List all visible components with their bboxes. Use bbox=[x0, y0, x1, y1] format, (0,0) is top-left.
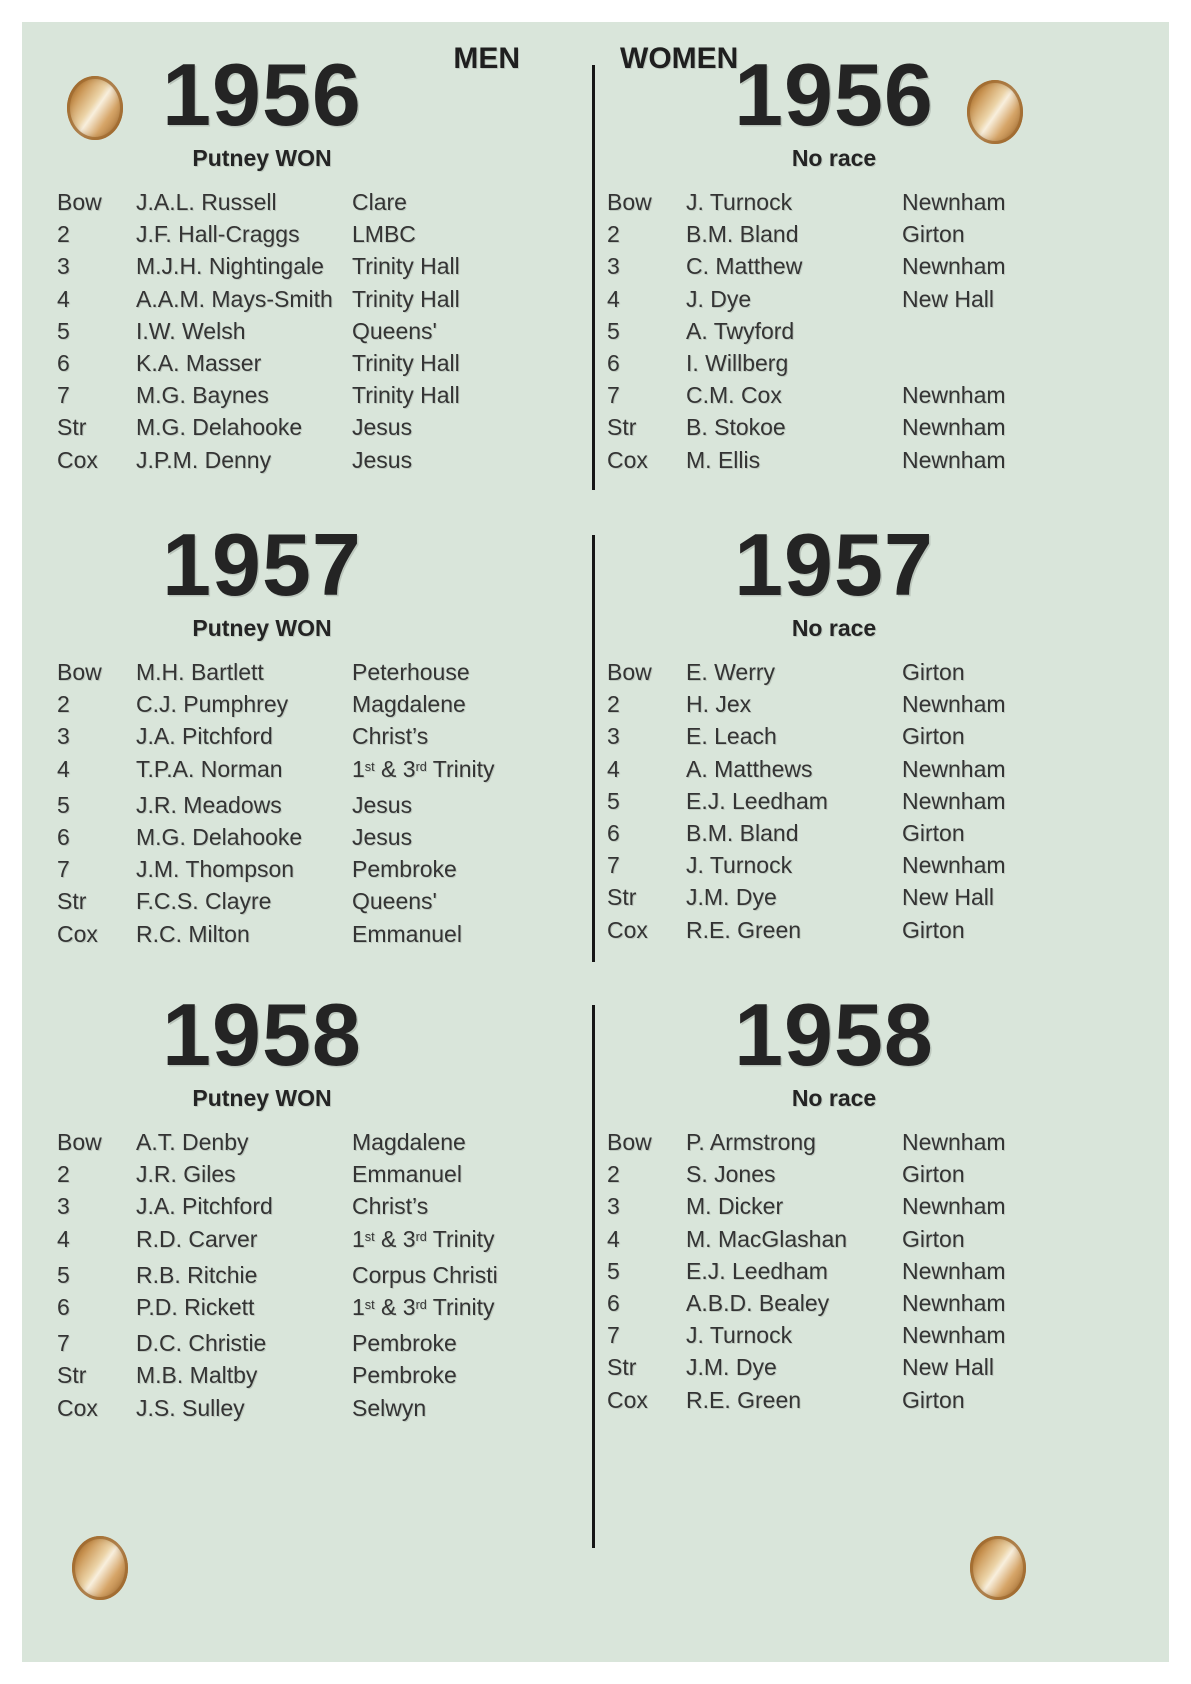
rower-name: J.M. Dye bbox=[686, 1354, 777, 1381]
rower-name: M.J.H. Nightingale bbox=[136, 253, 324, 280]
college-name: Newnham bbox=[902, 1290, 1006, 1317]
rower-name: T.P.A. Norman bbox=[136, 755, 283, 782]
seat-label: Cox bbox=[57, 1394, 98, 1421]
women-1956-block bbox=[604, 45, 1119, 476]
crew-list bbox=[52, 186, 567, 476]
college-name: Newnham bbox=[902, 446, 1006, 473]
college-name: 1st & 3rd Trinity bbox=[352, 1294, 495, 1321]
seat-label: 7 bbox=[607, 382, 620, 409]
crew-lists-panel bbox=[22, 22, 1169, 1662]
seat-label: 7 bbox=[57, 382, 70, 409]
seat-label: 6 bbox=[607, 820, 620, 847]
college-name: Emmanuel bbox=[352, 1161, 462, 1188]
year-heading: 1956 bbox=[162, 45, 362, 144]
college-name: Girton bbox=[902, 1161, 965, 1188]
crew-row bbox=[607, 1158, 1119, 1190]
seat-label: 5 bbox=[57, 317, 70, 344]
rower-name: J.R. Meadows bbox=[136, 791, 282, 818]
rower-name: J.A. Pitchford bbox=[136, 723, 273, 750]
women-1958-block bbox=[604, 985, 1119, 1416]
college-name: Peterhouse bbox=[352, 659, 470, 685]
crew-row bbox=[607, 1190, 1119, 1222]
race-result: Putney WON bbox=[192, 1085, 332, 1111]
college-name: Trinity Hall bbox=[352, 285, 460, 312]
seat-label: Str bbox=[57, 414, 87, 441]
college-name: Trinity Hall bbox=[352, 382, 460, 409]
college-name: Pembroke bbox=[352, 1362, 457, 1389]
seat-label: Bow bbox=[57, 659, 102, 685]
crew-row bbox=[57, 1359, 567, 1391]
rower-name: J.A. Pitchford bbox=[136, 1193, 273, 1220]
seat-label: 6 bbox=[57, 824, 70, 851]
crew-row bbox=[607, 283, 1119, 315]
college-name: 1st & 3rd Trinity bbox=[352, 1225, 495, 1252]
rower-name: P. Armstrong bbox=[686, 1129, 816, 1155]
crew-row bbox=[57, 1190, 567, 1222]
rower-name: I.W. Welsh bbox=[136, 317, 246, 344]
seat-label: 5 bbox=[57, 1261, 70, 1288]
crew-row bbox=[607, 411, 1119, 443]
seat-label: 4 bbox=[57, 285, 70, 312]
crew-row bbox=[607, 720, 1119, 752]
college-name: New Hall bbox=[902, 1354, 995, 1381]
crew-row bbox=[607, 1255, 1119, 1287]
seat-label: Bow bbox=[57, 1129, 102, 1155]
rower-name: J.F. Hall-Craggs bbox=[136, 221, 300, 248]
seat-label: 2 bbox=[57, 691, 70, 718]
college-name: Jesus bbox=[352, 824, 413, 851]
brass-stud-icon bbox=[72, 1536, 128, 1600]
rower-name: E. Leach bbox=[686, 723, 777, 750]
crew-row bbox=[607, 250, 1119, 282]
rower-name: J.S. Sulley bbox=[136, 1394, 245, 1421]
brass-stud-icon bbox=[967, 80, 1023, 144]
rower-name: A. Twyford bbox=[686, 317, 795, 344]
crew-row bbox=[57, 315, 567, 347]
rower-name: J. Turnock bbox=[686, 852, 793, 879]
rower-name: C. Matthew bbox=[686, 253, 803, 280]
crew-row bbox=[57, 1259, 567, 1291]
crew-row bbox=[57, 1327, 567, 1359]
rower-name: J.M. Thompson bbox=[136, 856, 295, 883]
crew-row bbox=[57, 1392, 567, 1424]
crew-row bbox=[57, 753, 567, 789]
crew-list bbox=[52, 1126, 567, 1424]
crew-row bbox=[607, 656, 1119, 688]
crew-row bbox=[57, 918, 567, 950]
rower-name: P.D. Rickett bbox=[136, 1294, 255, 1321]
rower-name: C.M. Cox bbox=[686, 382, 782, 409]
seat-label: 3 bbox=[57, 253, 70, 280]
rower-name: F.C.S. Clayre bbox=[136, 888, 272, 915]
college-name: 1st & 3rd Trinity bbox=[352, 755, 495, 782]
brass-stud-icon bbox=[970, 1536, 1026, 1600]
seat-label: 5 bbox=[57, 791, 70, 818]
seat-label: Bow bbox=[607, 659, 652, 685]
college-name: Selwyn bbox=[352, 1394, 427, 1421]
crew-row bbox=[607, 1287, 1119, 1319]
seat-label: 7 bbox=[607, 1322, 620, 1349]
college-name: Newnham bbox=[902, 253, 1006, 280]
seat-label: 2 bbox=[607, 691, 620, 718]
crew-row bbox=[57, 283, 567, 315]
crew-row bbox=[57, 821, 567, 853]
crew-row bbox=[607, 849, 1119, 881]
crew-row bbox=[57, 720, 567, 752]
crew-row bbox=[607, 1223, 1119, 1255]
college-name: Newnham bbox=[902, 755, 1006, 782]
rower-name: H. Jex bbox=[686, 691, 752, 718]
crew-row bbox=[57, 885, 567, 917]
race-result: Putney WON bbox=[192, 145, 332, 171]
rower-name: J.A.L. Russell bbox=[136, 189, 277, 215]
crew-row bbox=[57, 186, 567, 218]
seat-label: 3 bbox=[607, 1193, 620, 1220]
college-name: Jesus bbox=[352, 791, 413, 818]
rower-name: R.C. Milton bbox=[136, 920, 250, 947]
rower-name: E.J. Leedham bbox=[686, 787, 828, 814]
college-name: Corpus Christi bbox=[352, 1261, 498, 1288]
college-name: Pembroke bbox=[352, 856, 457, 883]
college-name bbox=[902, 315, 1119, 347]
seat-label: Str bbox=[607, 1354, 637, 1381]
crew-row bbox=[607, 753, 1119, 785]
rower-name: A. Matthews bbox=[686, 755, 813, 782]
year-section-1957 bbox=[52, 515, 1139, 992]
college-name: Girton bbox=[902, 1386, 965, 1413]
rower-name: J. Turnock bbox=[686, 189, 793, 215]
seat-label: 4 bbox=[57, 755, 70, 782]
rower-name: A.T. Denby bbox=[136, 1129, 249, 1155]
crew-row bbox=[57, 656, 567, 688]
seat-label: Cox bbox=[57, 446, 98, 473]
seat-label: Str bbox=[607, 884, 637, 911]
college-name: Girton bbox=[902, 723, 965, 750]
seat-label: 7 bbox=[57, 1330, 70, 1357]
crew-row bbox=[607, 914, 1119, 946]
seat-label: 5 bbox=[607, 317, 620, 344]
rower-name: E.J. Leedham bbox=[686, 1257, 828, 1284]
rower-name: J.P.M. Denny bbox=[136, 446, 272, 473]
rower-name: A.A.M. Mays-Smith bbox=[136, 285, 333, 312]
men-column-header: MEN bbox=[453, 42, 520, 75]
crew-list bbox=[604, 656, 1119, 946]
college-name: Jesus bbox=[352, 446, 413, 473]
rower-name: R.D. Carver bbox=[136, 1225, 258, 1252]
rower-name: D.C. Christie bbox=[136, 1330, 267, 1357]
rower-name: S. Jones bbox=[686, 1161, 776, 1188]
rower-name: I. Willberg bbox=[686, 350, 789, 377]
brass-stud-icon bbox=[67, 76, 123, 140]
seat-label: Bow bbox=[57, 189, 102, 215]
college-name: Newnham bbox=[902, 1193, 1006, 1220]
crew-row bbox=[57, 1158, 567, 1190]
year-section-1958 bbox=[52, 985, 1139, 1462]
seat-label: 6 bbox=[607, 350, 620, 377]
seat-label: 2 bbox=[57, 221, 70, 248]
race-result: No race bbox=[791, 1085, 877, 1111]
college-name: Magdalene bbox=[352, 691, 466, 718]
seat-label: Str bbox=[607, 414, 637, 441]
men-1957-block bbox=[52, 515, 567, 950]
men-1956-block bbox=[52, 45, 567, 476]
crew-row bbox=[607, 186, 1119, 218]
college-name: Clare bbox=[352, 189, 407, 215]
crew-row bbox=[57, 1126, 567, 1158]
seat-label: Cox bbox=[607, 1386, 648, 1413]
college-name: Newnham bbox=[902, 382, 1006, 409]
crew-list bbox=[604, 186, 1119, 476]
seat-label: 3 bbox=[57, 723, 70, 750]
college-name: LMBC bbox=[352, 221, 416, 248]
college-name: Trinity Hall bbox=[352, 253, 460, 280]
college-name: Newnham bbox=[902, 787, 1006, 814]
college-name: Girton bbox=[902, 820, 965, 847]
rower-name: R.B. Ritchie bbox=[136, 1261, 258, 1288]
college-name: Girton bbox=[902, 659, 965, 685]
seat-label: 2 bbox=[607, 1161, 620, 1188]
race-result: Putney WON bbox=[192, 615, 332, 641]
college-name: Newnham bbox=[902, 189, 1006, 215]
crew-row bbox=[57, 688, 567, 720]
college-name: Trinity Hall bbox=[352, 350, 460, 377]
college-name: Queens' bbox=[352, 888, 437, 915]
seat-label: Bow bbox=[607, 189, 652, 215]
college-name: Newnham bbox=[902, 691, 1006, 718]
rower-name: M.G. Delahooke bbox=[136, 824, 303, 851]
rower-name: B.M. Bland bbox=[686, 820, 799, 847]
seat-label: 3 bbox=[607, 253, 620, 280]
men-1958-block bbox=[52, 985, 567, 1424]
college-name: Magdalene bbox=[352, 1129, 466, 1155]
rower-name: A.B.D. Bealey bbox=[686, 1290, 830, 1317]
seat-label: Cox bbox=[607, 446, 648, 473]
college-name: Pembroke bbox=[352, 1330, 457, 1357]
women-1957-block bbox=[604, 515, 1119, 946]
seat-label: 2 bbox=[57, 1161, 70, 1188]
rower-name: J.M. Dye bbox=[686, 884, 777, 911]
college-name bbox=[902, 347, 1119, 379]
seat-label: 4 bbox=[57, 1225, 70, 1252]
rower-name: J. Dye bbox=[686, 285, 752, 312]
crew-row bbox=[57, 250, 567, 282]
rower-name: B.M. Bland bbox=[686, 221, 799, 248]
seat-label: 5 bbox=[607, 1257, 620, 1284]
college-name: Christ’s bbox=[352, 1193, 429, 1220]
crew-row bbox=[57, 789, 567, 821]
race-result: No race bbox=[791, 145, 877, 171]
crew-list bbox=[52, 656, 567, 950]
rower-name: R.E. Green bbox=[686, 1386, 802, 1413]
crew-row bbox=[607, 1351, 1119, 1383]
rower-name: M.H. Bartlett bbox=[136, 659, 264, 685]
rower-name: K.A. Masser bbox=[136, 350, 262, 377]
crew-row bbox=[57, 347, 567, 379]
college-name: New Hall bbox=[902, 285, 995, 312]
seat-label: Cox bbox=[607, 916, 648, 943]
seat-label: Str bbox=[57, 888, 87, 915]
crew-row bbox=[607, 444, 1119, 476]
rower-name: J. Turnock bbox=[686, 1322, 793, 1349]
seat-label: 7 bbox=[607, 852, 620, 879]
rower-name: M.G. Baynes bbox=[136, 382, 269, 409]
college-name: Girton bbox=[902, 221, 965, 248]
women-column-header: WOMEN bbox=[620, 42, 739, 75]
college-name: Girton bbox=[902, 916, 965, 943]
seat-label: Bow bbox=[607, 1129, 652, 1155]
college-name: Christ’s bbox=[352, 723, 429, 750]
seat-label: 3 bbox=[57, 1193, 70, 1220]
year-heading: 1957 bbox=[734, 515, 934, 614]
college-name: Jesus bbox=[352, 414, 413, 441]
college-name: Emmanuel bbox=[352, 920, 462, 947]
crew-row bbox=[57, 853, 567, 885]
college-name: Newnham bbox=[902, 1129, 1006, 1155]
crew-row bbox=[607, 347, 1119, 379]
seat-label: 7 bbox=[57, 856, 70, 883]
college-name: Newnham bbox=[902, 1257, 1006, 1284]
year-heading: 1957 bbox=[162, 515, 362, 614]
seat-label: 2 bbox=[607, 221, 620, 248]
crew-row bbox=[57, 444, 567, 476]
seat-label: 4 bbox=[607, 1225, 620, 1252]
rower-name: M. MacGlashan bbox=[686, 1225, 848, 1252]
crew-row bbox=[57, 1223, 567, 1259]
seat-label: Cox bbox=[57, 920, 98, 947]
crew-row bbox=[57, 218, 567, 250]
college-name: Newnham bbox=[902, 1322, 1006, 1349]
year-heading: 1956 bbox=[734, 45, 934, 144]
crew-row bbox=[607, 688, 1119, 720]
rower-name: E. Werry bbox=[686, 659, 776, 685]
crew-row bbox=[607, 1384, 1119, 1416]
college-name: Queens' bbox=[352, 317, 437, 344]
seat-label: 6 bbox=[607, 1290, 620, 1317]
college-name: Newnham bbox=[902, 852, 1006, 879]
seat-label: 5 bbox=[607, 787, 620, 814]
year-heading: 1958 bbox=[162, 985, 362, 1084]
crew-row bbox=[607, 881, 1119, 913]
college-name: Newnham bbox=[902, 414, 1006, 441]
seat-label: 4 bbox=[607, 755, 620, 782]
crew-row bbox=[57, 1291, 567, 1327]
rower-name: B. Stokoe bbox=[686, 414, 786, 441]
rower-name: M. Ellis bbox=[686, 446, 761, 473]
crew-row bbox=[607, 785, 1119, 817]
crew-row bbox=[607, 379, 1119, 411]
crew-list bbox=[604, 1126, 1119, 1416]
crew-row bbox=[607, 218, 1119, 250]
seat-label: 4 bbox=[607, 285, 620, 312]
seat-label: 3 bbox=[607, 723, 620, 750]
rower-name: C.J. Pumphrey bbox=[136, 691, 289, 718]
crew-row bbox=[607, 315, 1119, 347]
college-name: New Hall bbox=[902, 884, 995, 911]
rower-name: J.R. Giles bbox=[136, 1161, 236, 1188]
rower-name: M.G. Delahooke bbox=[136, 414, 303, 441]
rower-name: M.B. Maltby bbox=[136, 1362, 258, 1389]
seat-label: 6 bbox=[57, 1294, 70, 1321]
crew-row bbox=[57, 411, 567, 443]
crew-row bbox=[57, 379, 567, 411]
seat-label: Str bbox=[57, 1362, 87, 1389]
crew-row bbox=[607, 1126, 1119, 1158]
crew-row bbox=[607, 817, 1119, 849]
rower-name: M. Dicker bbox=[686, 1193, 784, 1220]
race-result: No race bbox=[791, 615, 877, 641]
crew-row bbox=[607, 1319, 1119, 1351]
college-name: Girton bbox=[902, 1225, 965, 1252]
year-heading: 1958 bbox=[734, 985, 934, 1084]
seat-label: 6 bbox=[57, 350, 70, 377]
rower-name: R.E. Green bbox=[686, 916, 802, 943]
